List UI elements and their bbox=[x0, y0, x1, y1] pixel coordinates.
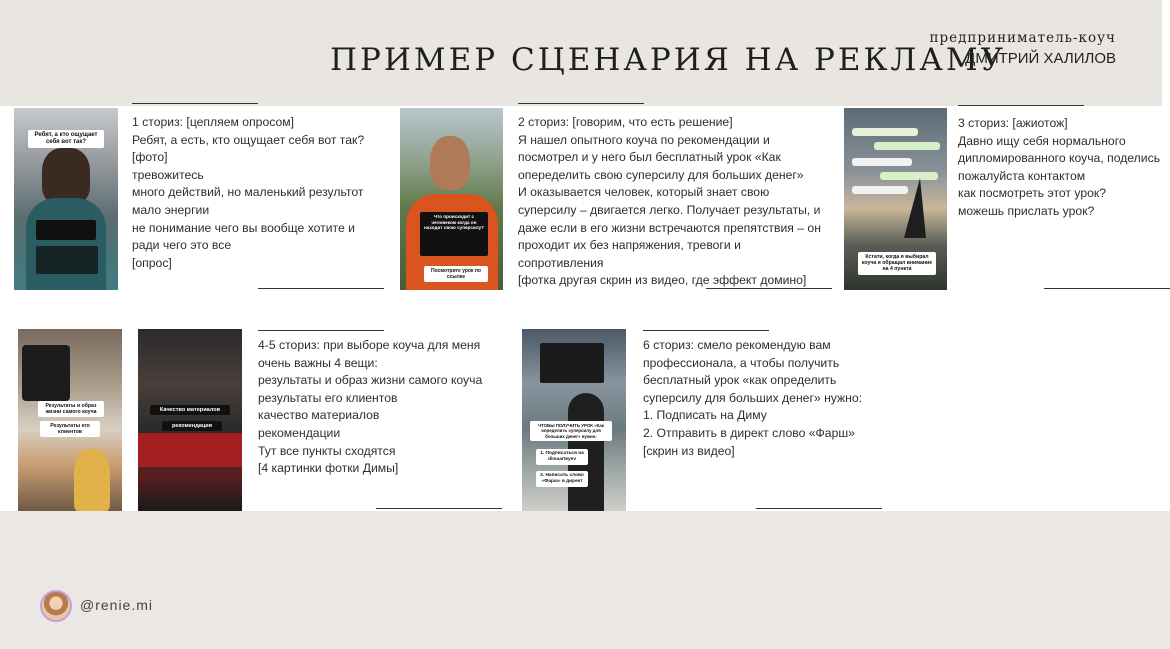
story-6-line: профессионала, а чтобы получить bbox=[643, 355, 840, 370]
story-6-text bbox=[643, 337, 862, 460]
story-3-line: Давно ищу себя нормального bbox=[958, 133, 1126, 148]
story-1-line: тревожитесь bbox=[132, 167, 204, 182]
story-2-line: даже если в его жизни встречаются препятствия – он bbox=[518, 220, 821, 235]
chat-bubble bbox=[852, 186, 908, 194]
rule-story-2-bottom bbox=[706, 288, 832, 289]
rule-story-1-top bbox=[132, 103, 258, 104]
person-figure bbox=[42, 148, 90, 204]
rule-story-3-bottom bbox=[1044, 288, 1170, 289]
story-3-line: дипломированного коуча, поделись bbox=[958, 151, 1161, 166]
rule-story-6-top bbox=[643, 330, 769, 331]
story-4-line: Тут все пункты сходятся bbox=[258, 443, 396, 458]
story-2-line: 2 сториз: [говорим, что есть решение] bbox=[518, 115, 733, 129]
rule-story-4-top bbox=[258, 330, 384, 331]
chat-bubble bbox=[874, 142, 940, 150]
story-3-caption: Кстати, когда я выбирал коуча я обращал внимание на 4 пункта bbox=[858, 252, 936, 275]
story-1-line: [опрос] bbox=[132, 255, 172, 270]
story-1-line: не понимание чего вы вообще хотите и bbox=[132, 220, 355, 235]
story-4-line: 4-5 сториз: при выборе коуча для меня bbox=[258, 338, 481, 352]
story-4-line: [4 картинки фотки Димы] bbox=[258, 461, 399, 476]
story-2-line: Я нашел опытного коуча по рекомендации и bbox=[518, 132, 770, 147]
rule-story-6-bottom bbox=[756, 508, 882, 509]
footer-band bbox=[0, 511, 1170, 649]
person-figure bbox=[74, 449, 110, 511]
story-4-image-2 bbox=[138, 329, 242, 511]
story-1-text bbox=[132, 114, 364, 272]
page-title: ПРИМЕР СЦЕНАРИЯ НА РЕКЛАМУ bbox=[330, 42, 1007, 78]
story-6-line: бесплатный урок «как определить bbox=[643, 373, 837, 388]
story-2-line: сопротивления bbox=[518, 255, 604, 270]
story-3-line: 3 сториз: [ажиотож] bbox=[958, 116, 1068, 130]
rule-story-2-top bbox=[518, 103, 644, 104]
story-4-line: рекомендации bbox=[258, 425, 341, 440]
story-1-line: много действий, но маленький результот bbox=[132, 185, 364, 200]
poll-widget bbox=[36, 220, 96, 240]
story-2-line: опеределить свою суперсилу для больших денег» bbox=[518, 167, 804, 182]
car-shape bbox=[22, 345, 70, 401]
story-6-line: суперсилу для больших денег» нужно: bbox=[643, 390, 863, 405]
story-1-line: 1 сториз: [цепляем опросом] bbox=[132, 115, 294, 129]
poll-options bbox=[36, 246, 98, 274]
chat-bubble bbox=[852, 128, 918, 136]
red-panel bbox=[138, 433, 242, 467]
story-2-caption-top: Что происходит с человеком когда он находит свою суперсилу? bbox=[424, 214, 484, 230]
rule-story-4-bottom bbox=[376, 508, 502, 509]
author-role: предприниматель-коуч bbox=[929, 30, 1116, 46]
story-2-line: проходит их без напряжения, тревоги и bbox=[518, 238, 741, 253]
story-2-line: И оказывается человек, который знает свою bbox=[518, 185, 770, 200]
story-3-image bbox=[844, 108, 947, 290]
story-1-line: [фото] bbox=[132, 150, 168, 165]
story-2-line: суперсилу – двигается легко. Получает результаты, и bbox=[518, 202, 821, 217]
person-body bbox=[26, 198, 106, 290]
rule-story-3-top bbox=[958, 105, 1084, 106]
story-6-line: 2. Отправить в директ слово «Фарш» bbox=[643, 425, 855, 440]
story-6-caption-3: 2. Написать слово «Фарш» в директ bbox=[536, 471, 588, 487]
story-1-line: Ребят, а есть, кто ощущает себя вот так? bbox=[132, 132, 365, 147]
story-4-caption-1: Результаты и образ жизни самого коуча bbox=[38, 401, 104, 417]
story-4-line: очень важны 4 вещи: bbox=[258, 355, 378, 370]
story-6-image bbox=[522, 329, 626, 511]
story-4-line: качество материалов bbox=[258, 408, 380, 423]
author-name: ДМИТРИЙ ХАЛИЛОВ bbox=[965, 50, 1116, 67]
story-4-caption-2: Результаты его клиентов bbox=[40, 421, 100, 437]
story-3-line: можешь прислать урок? bbox=[958, 203, 1095, 218]
story-4-image-1 bbox=[18, 329, 122, 511]
story-4-text bbox=[258, 337, 482, 478]
rule-story-1-bottom bbox=[258, 288, 384, 289]
story-2-caption-bottom: Посмотрите урок по ссылке bbox=[424, 266, 488, 282]
story-6-caption-1: ЧТОБЫ ПОЛУЧИТЬ УРОК «Как определить суперсилу для больших денег» нужно: bbox=[530, 421, 612, 441]
sailboat-shape bbox=[904, 178, 926, 238]
story-1-line: мало энергии bbox=[132, 202, 210, 217]
story-3-text bbox=[958, 115, 1160, 221]
story-4-caption-3: Качество материалов bbox=[150, 405, 230, 415]
story-2-line: посмотрел и у него был бесплатный урок «Как bbox=[518, 150, 781, 165]
story-2-text bbox=[518, 114, 821, 290]
story-4-caption-4: рекомендация bbox=[162, 421, 222, 431]
video-thumbnail bbox=[540, 343, 604, 383]
instagram-avatar[interactable] bbox=[40, 590, 72, 622]
instagram-handle[interactable]: @renie.mi bbox=[80, 597, 154, 613]
story-4-line: результаты и образ жизни самого коуча bbox=[258, 373, 483, 388]
story-1-line: ради чего это все bbox=[132, 238, 232, 253]
chat-bubble bbox=[852, 158, 912, 166]
story-1-caption: Ребят, а кто ощущает себя вот так? bbox=[28, 130, 104, 148]
story-2-image bbox=[400, 108, 503, 290]
story-6-caption-2: 1. Подписаться на dimaarteyev bbox=[536, 449, 588, 465]
person-head bbox=[430, 136, 470, 190]
story-6-line: 1. Подписать на Диму bbox=[643, 408, 767, 423]
story-6-line: [скрин из видео] bbox=[643, 443, 735, 458]
story-2-line: [фотка другая скрин из видео, где эффект домино] bbox=[518, 273, 807, 288]
story-3-line: пожалуйста контактом bbox=[958, 168, 1086, 183]
story-4-line: результаты его клиентов bbox=[258, 390, 398, 405]
story-3-line: как посмотреть этот урок? bbox=[958, 186, 1107, 201]
story-6-line: 6 сториз: смело рекомендую вам bbox=[643, 338, 831, 352]
story-1-image bbox=[14, 108, 118, 290]
